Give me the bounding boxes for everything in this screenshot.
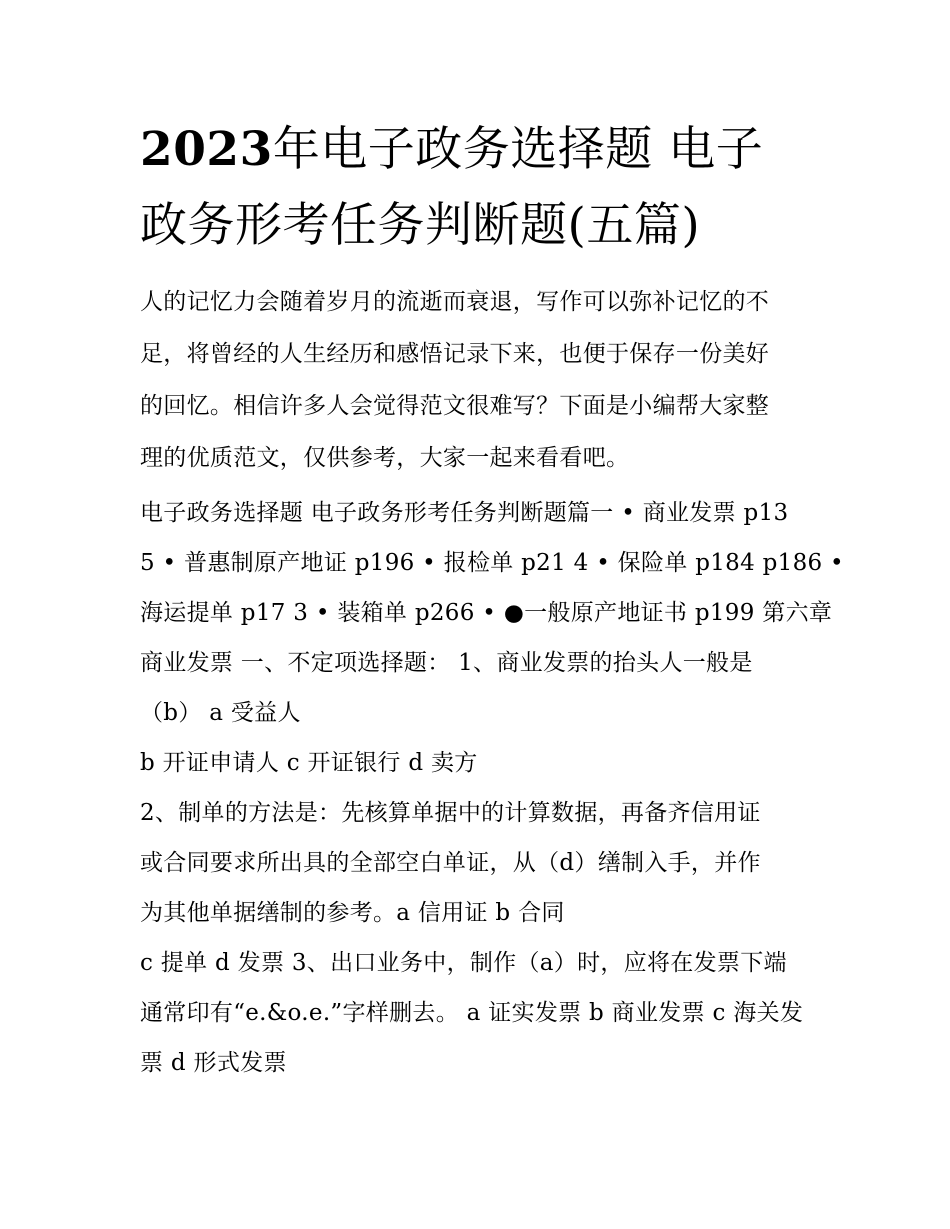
intro-line: 足，将曾经的人生经历和感悟记录下来，也便于保存一份美好 — [140, 341, 770, 367]
content-line: 为其他单据缮制的参考。a 信用证 b 合同 — [140, 900, 565, 926]
title-line1-rest: 年电子政务选择题 电子 — [272, 122, 764, 177]
content-line: 商业发票 一、不定项选择题： 1、商业发票的抬头人一般是 — [140, 650, 753, 676]
document-title — [140, 112, 820, 264]
title-year: 2023 — [140, 122, 273, 177]
intro-line: 的回忆。相信许多人会觉得范文很难写？下面是小编帮大家整 — [140, 393, 770, 419]
content-line: 票 d 形式发票 — [140, 1050, 287, 1076]
content-line: 通常印有“e.&o.e.”字样删去。 a 证实发票 b 商业发票 c 海关发 — [140, 1000, 804, 1026]
content-line: b 开证申请人 c 开证银行 d 卖方 — [140, 750, 478, 776]
intro-line: 理的优质范文，仅供参考，大家一起来看看吧。 — [140, 445, 630, 471]
content-line: 5 • 普惠制原产地证 p196 • 报检单 p21 4 • 保险单 p184 p186 • — [140, 550, 844, 576]
content-line: 2、制单的方法是：先核算单据中的计算数据，再备齐信用证 — [140, 800, 761, 826]
intro-line: 人的记忆力会随着岁月的流逝而衰退，写作可以弥补记忆的不 — [140, 289, 770, 315]
intro-paragraph — [140, 276, 820, 484]
content-line: 或合同要求所出具的全部空白单证，从（d）缮制入手，并作 — [140, 850, 761, 876]
content-line: 海运提单 p17 3 • 装箱单 p266 • ●一般原产地证书 p199 第六章 — [140, 600, 833, 626]
content-section — [140, 488, 844, 1088]
content-line: c 提单 d 发票 3、出口业务中，制作（a）时，应将在发票下端 — [140, 950, 787, 976]
content-line: 电子政务选择题 电子政务形考任务判断题篇一 • 商业发票 p13 — [140, 500, 789, 526]
title-line2: 政务形考任务判断题(五篇) — [140, 198, 701, 253]
content-line: （b） a 受益人 — [140, 700, 301, 726]
document-body — [140, 276, 844, 1088]
